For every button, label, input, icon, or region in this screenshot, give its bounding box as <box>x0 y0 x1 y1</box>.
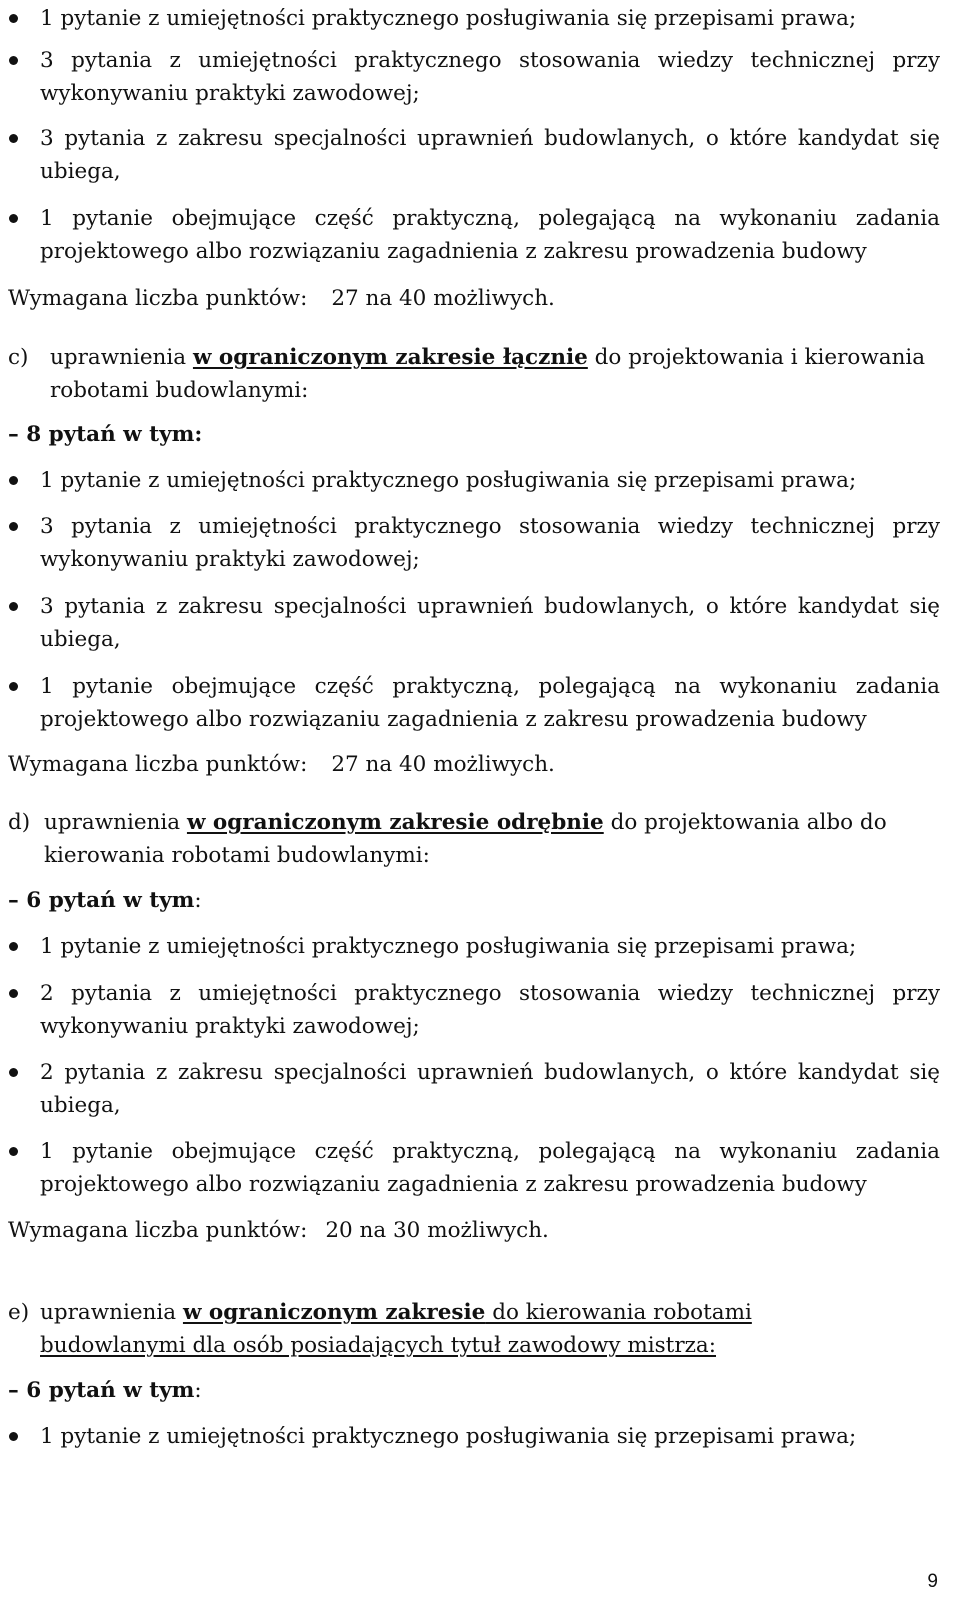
section-e-count: – 6 pytań w tym: <box>8 1378 202 1403</box>
section-d-heading: d) uprawnienia w ograniczonym zakresie odrębnie do projektowania albo do kierowania robotami budowlanymi: <box>44 806 924 872</box>
required-value: 27 na 40 możliwych. <box>331 752 555 777</box>
list-item: 1 pytanie z umiejętności praktycznego posługiwania się przepisami prawa; <box>40 1420 940 1453</box>
required-points <box>8 748 555 781</box>
section-e-heading: e) uprawnienia w ograniczonym zakresie do kierowania robotami budowlanymi dla osób posiadających tytuł zawodowy mistrza: <box>40 1296 900 1362</box>
list-item: 2 pytania z zakresu specjalności uprawnień budowlanych, o które kandydat się ubiega, <box>40 1056 940 1122</box>
section-c-count: – 8 pytań w tym: <box>8 422 203 447</box>
required-label: Wymagana liczba punktów: <box>8 1218 308 1243</box>
list-item: 1 pytanie z umiejętności praktycznego posługiwania się przepisami prawa; <box>40 464 940 497</box>
list-item: 3 pytania z umiejętności praktycznego stosowania wiedzy technicznej przy wykonywaniu praktyki zawodowej; <box>40 510 940 576</box>
required-label: Wymagana liczba punktów: <box>8 752 308 777</box>
required-points <box>8 1214 549 1247</box>
list-item: 3 pytania z zakresu specjalności uprawnień budowlanych, o które kandydat się ubiega, <box>40 122 940 188</box>
required-value: 20 na 30 możliwych. <box>325 1218 549 1243</box>
required-value: 27 na 40 możliwych. <box>331 286 555 311</box>
required-label: Wymagana liczba punktów: <box>8 286 308 311</box>
list-item: 3 pytania z umiejętności praktycznego stosowania wiedzy technicznej przy wykonywaniu praktyki zawodowej; <box>40 44 940 110</box>
list-item: 1 pytanie obejmujące część praktyczną, polegającą na wykonaniu zadania projektowego albo rozwiązaniu zagadnienia z zakresu prowadzenia budowy <box>40 1135 940 1201</box>
section-c-heading: c) uprawnienia w ograniczonym zakresie łącznie do projektowania i kierowania robotami budowlanymi: <box>50 341 940 407</box>
list-item: 2 pytania z umiejętności praktycznego stosowania wiedzy technicznej przy wykonywaniu praktyki zawodowej; <box>40 977 940 1043</box>
section-d-letter: d) <box>8 810 31 835</box>
list-item: 1 pytanie z umiejętności praktycznego posługiwania się przepisami prawa; <box>40 930 940 963</box>
list-item: 3 pytania z zakresu specjalności uprawnień budowlanych, o które kandydat się ubiega, <box>40 590 940 656</box>
required-points <box>8 282 555 315</box>
section-d-count: – 6 pytań w tym: <box>8 888 202 913</box>
section-c-scope: w ograniczonym zakresie łącznie <box>192 345 588 370</box>
section-e-letter: e) <box>8 1300 30 1325</box>
section-d-scope: w ograniczonym zakresie odrębnie <box>186 810 604 835</box>
page-number: 9 <box>927 1571 938 1592</box>
list-item: 1 pytanie obejmujące część praktyczną, polegającą na wykonaniu zadania projektowego albo rozwiązaniu zagadnienia z zakresu prowadzenia budowy <box>40 202 940 268</box>
section-e-scope: w ograniczonym zakresie <box>182 1300 486 1325</box>
list-item: 1 pytanie z umiejętności praktycznego posługiwania się przepisami prawa; <box>40 2 940 35</box>
list-item: 1 pytanie obejmujące część praktyczną, polegającą na wykonaniu zadania projektowego albo rozwiązaniu zagadnienia z zakresu prowadzenia budowy <box>40 670 940 736</box>
section-c-letter: c) <box>8 345 29 370</box>
